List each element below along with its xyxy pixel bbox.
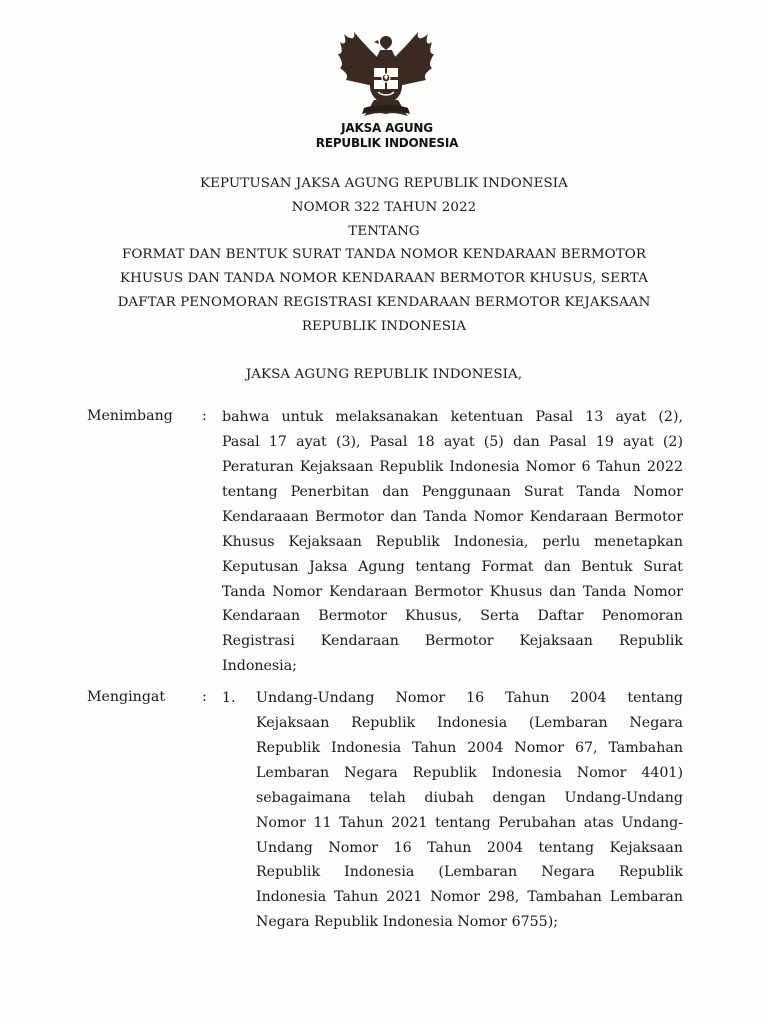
mengingat-item-line: Kejaksaan Republik Indonesia (Lembaran Negara — [256, 715, 683, 731]
mengingat-item-line: Nomor 11 Tahun 2021 tentang Perubahan atas Undang- — [256, 815, 683, 831]
mengingat-item-line: Indonesia Tahun 2021 Nomor 298, Tambahan Lembaran — [256, 889, 683, 905]
mengingat-item-line: Undang Nomor 16 Tahun 2004 tentang Kejaksaan — [256, 840, 683, 856]
mengingat-item-line: Republik Indonesia Tahun 2004 Nomor 67, Tambahan — [256, 740, 683, 756]
decree-subject-line-2: KHUSUS DAN TANDA NOMOR KENDARAAN BERMOTOR KHUSUS, SERTA — [120, 271, 648, 286]
mengingat-item-number: 1. — [222, 690, 236, 706]
menimbang-line: Registrasi Kendaraan Bermotor Kejaksaan Republik — [222, 633, 683, 649]
menimbang-line: Tanda Nomor Kendaraan Bermotor Khusus dan Tanda Nomor — [222, 584, 683, 600]
menimbang-line: Kendaraan Bermotor Khusus, Serta Daftar Penomoran — [222, 608, 683, 624]
decree-subject-line-4: REPUBLIK INDONESIA — [301, 319, 467, 334]
menimbang-line: Peraturan Kejaksaan Republik Indonesia Nomor 6 Tahun 2022 — [222, 459, 683, 475]
mengingat-item-line: Undang-Undang Nomor 16 Tahun 2004 tentang — [256, 690, 683, 706]
garuda-pancasila-emblem-icon — [334, 28, 438, 124]
mengingat-item-line: Lembaran Negara Republik Indonesia Nomor 4401) — [256, 765, 683, 781]
menimbang-line: bahwa untuk melaksanakan ketentuan Pasal 13 ayat (2), — [222, 409, 683, 425]
menimbang-line: Khusus Kejaksaan Republik Indonesia, perlu menetapkan — [222, 534, 683, 550]
decree-subject-line-3: DAFTAR PENOMORAN REGISTRASI KENDARAAN BERMOTOR KEJAKSAAN — [117, 295, 651, 310]
decree-subject-line-1: FORMAT DAN BENTUK SURAT TANDA NOMOR KENDARAAN BERMOTOR — [121, 247, 647, 262]
mengingat-item-line: Republik Indonesia (Lembaran Negara Republik — [256, 864, 683, 880]
mengingat-colon: : — [202, 689, 207, 705]
menimbang-line: Kendaraaan Bermotor dan Tanda Nomor Kendaraan Bermotor — [222, 509, 683, 525]
decree-about: TENTANG — [348, 224, 420, 239]
mengingat-item-line: Negara Republik Indonesia Nomor 6755); — [256, 914, 559, 930]
menimbang-line: tentang Penerbitan dan Penggunaan Surat Tanda Nomor — [222, 484, 683, 500]
decree-issuer: JAKSA AGUNG REPUBLIK INDONESIA, — [245, 367, 523, 382]
menimbang-colon: : — [202, 408, 207, 424]
institution-name-line-1: JAKSA AGUNG — [341, 121, 433, 135]
mengingat-label: Mengingat — [87, 689, 166, 705]
decree-title: KEPUTUSAN JAKSA AGUNG REPUBLIK INDONESIA — [200, 176, 568, 191]
menimbang-line: Indonesia; — [222, 658, 297, 674]
menimbang-label: Menimbang — [87, 408, 173, 424]
mengingat-item-line: sebagaimana telah diubah dengan Undang-Undang — [256, 790, 683, 806]
menimbang-line: Keputusan Jaksa Agung tentang Format dan Bentuk Surat — [222, 559, 683, 575]
menimbang-line: Pasal 17 ayat (3), Pasal 18 ayat (5) dan Pasal 19 ayat (2) — [222, 434, 683, 450]
decree-number: NOMOR 322 TAHUN 2022 — [291, 200, 477, 215]
institution-name-line-2: REPUBLIK INDONESIA — [315, 136, 459, 150]
